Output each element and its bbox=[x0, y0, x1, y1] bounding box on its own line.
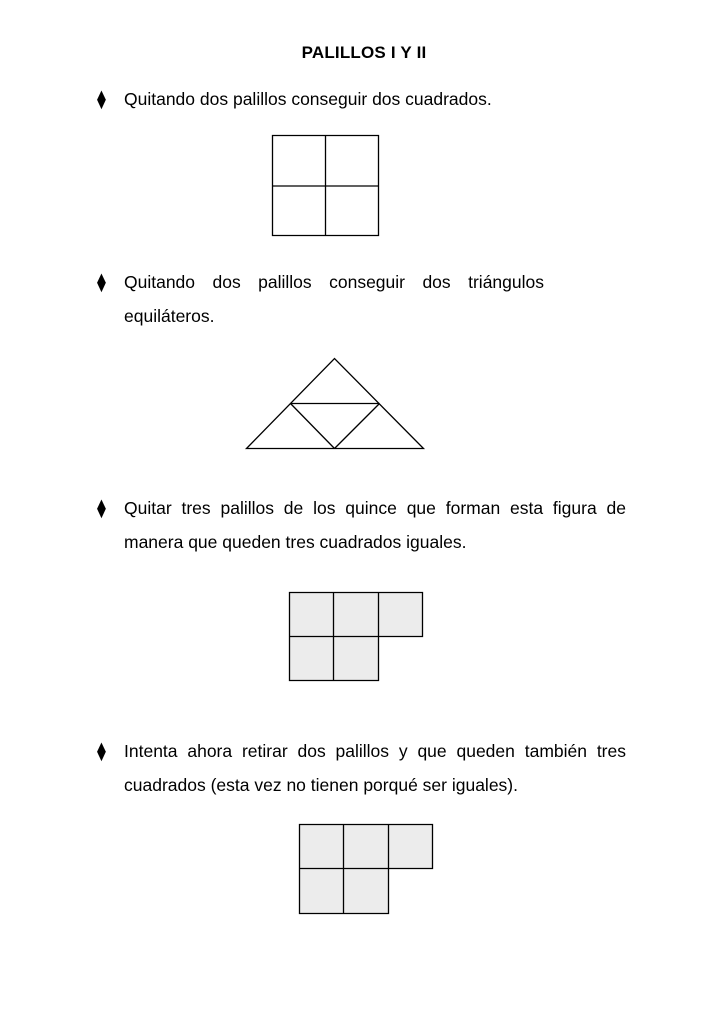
puzzle-4-text: Intenta ahora retirar dos palillos y que queden también tres cuadrados (esta vez no tienen porqué ser iguales). bbox=[124, 741, 626, 795]
puzzle-1-figure bbox=[272, 135, 379, 236]
puzzle-2-figure bbox=[246, 358, 424, 449]
page-title: PALILLOS I Y II bbox=[301, 43, 427, 62]
puzzle-3-text: Quitar tres palillos de los quince que forman esta figura de manera que queden tres cuadrados iguales. bbox=[124, 498, 626, 552]
puzzle-4-figure bbox=[299, 824, 433, 914]
bullet-diamond-icon: ⧫ bbox=[97, 498, 106, 518]
puzzle-3-figure bbox=[289, 592, 423, 681]
bullet-diamond-icon: ⧫ bbox=[97, 741, 106, 761]
puzzle-2-text: Quitando dos palillos conseguir dos triángulos equiláteros. bbox=[124, 272, 544, 326]
puzzle-1-text: Quitando dos palillos conseguir dos cuadrados. bbox=[124, 89, 492, 109]
bullet-diamond-icon: ⧫ bbox=[97, 89, 106, 109]
bullet-diamond-icon: ⧫ bbox=[97, 272, 106, 292]
